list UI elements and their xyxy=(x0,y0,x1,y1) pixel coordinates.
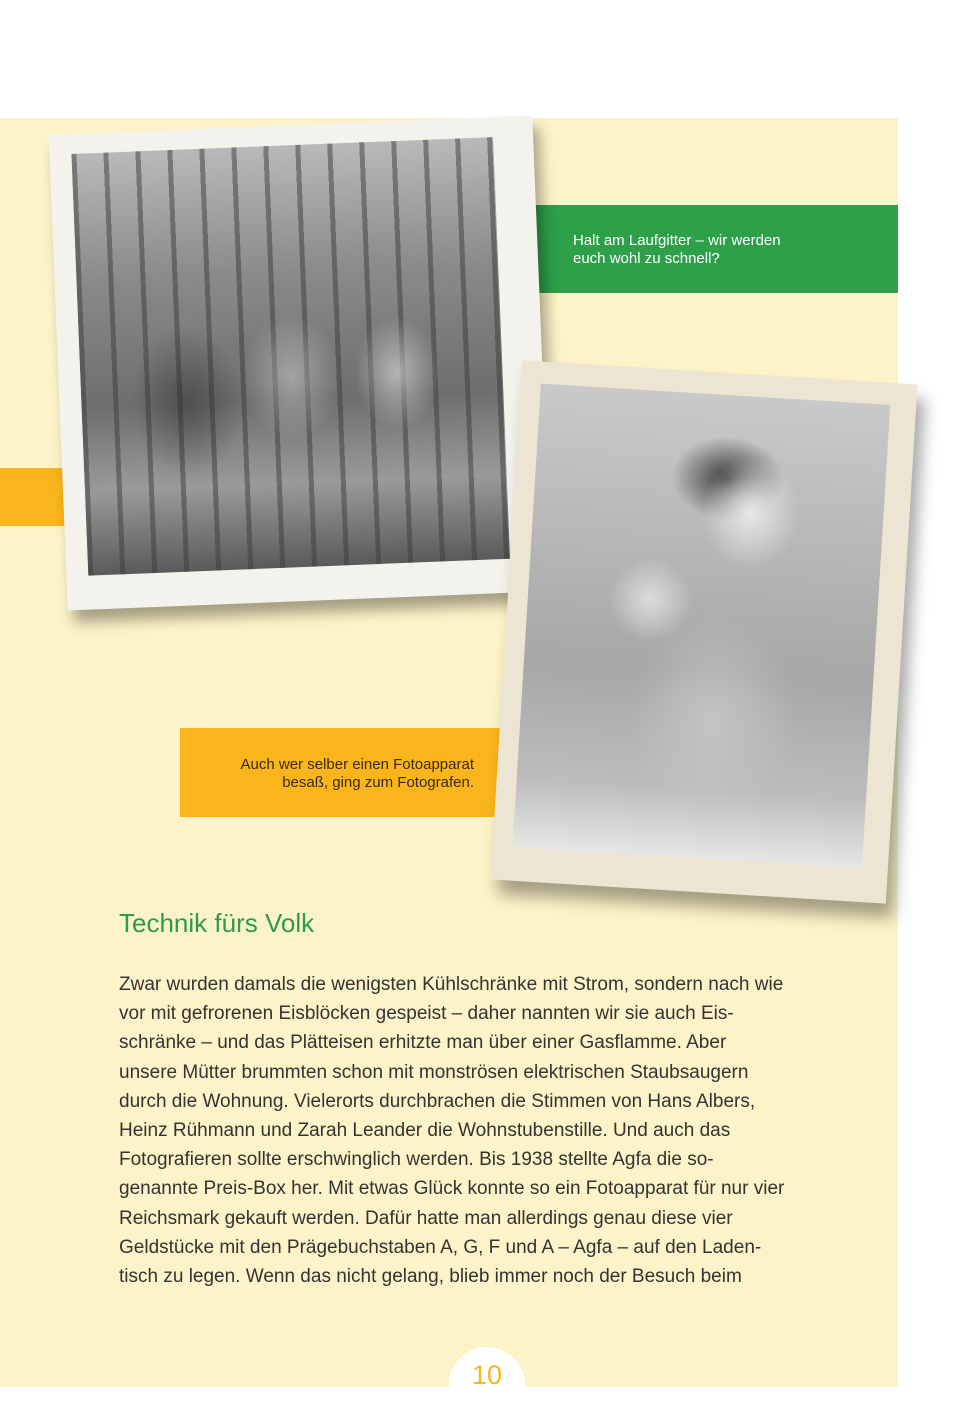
article-body xyxy=(119,970,879,1291)
text-line: durch die Wohnung. Vielerorts durchbrachen die Stimmen von Hans Albers, xyxy=(119,1090,756,1112)
text-line: Zwar wurden damals die wenigsten Kühlschränke mit Strom, sondern nach wie xyxy=(119,974,784,995)
text-line: tisch zu legen. Wenn das nicht gelang, blieb immer noch der Besuch beim xyxy=(119,1266,742,1288)
section-heading: Technik fürs Volk xyxy=(119,908,315,938)
caption-line: euch wohl zu schnell? xyxy=(573,250,720,267)
photo-image xyxy=(513,384,891,869)
text-line: Reichsmark gekauft werden. Dafür hatte man allerdings genau diese vier xyxy=(119,1207,733,1229)
text-line: Fotografieren sollte erschwinglich werden. Bis 1938 stellte Agfa die so- xyxy=(119,1149,714,1171)
caption-yellow xyxy=(180,728,500,817)
photo-two-girls xyxy=(490,360,917,903)
caption-line: Halt am Laufgitter – wir werden xyxy=(573,232,781,249)
caption-green xyxy=(520,205,898,293)
text-line: Heinz Rühmann und Zarah Leander die Wohnstubenstille. Und auch das xyxy=(119,1120,731,1142)
page-number: 10 xyxy=(449,1347,525,1407)
photo-image xyxy=(71,137,510,576)
text-line: genannte Preis-Box her. Mit etwas Glück konnte so ein Fotoapparat für nur vier xyxy=(119,1178,785,1200)
text-line: Geldstücke mit den Prägebuchstaben A, G, F und A – Agfa – auf den Laden- xyxy=(119,1236,762,1258)
side-tab-marker xyxy=(0,468,72,526)
text-line: vor mit gefrorenen Eisblöcken gespeist – daher nannten wir sie auch Eis- xyxy=(119,1003,734,1025)
text-line: unsere Mütter brummten schon mit monströsen elektrischen Staubsaugern xyxy=(119,1061,749,1083)
caption-line: Auch wer selber einen Fotoapparat xyxy=(240,756,474,773)
photo-children-playpen xyxy=(49,115,552,610)
text-line: schränke – und das Plätteisen erhitzte man über einer Gasflamme. Aber xyxy=(119,1032,727,1054)
caption-line: besaß, ging zum Fotografen. xyxy=(282,774,474,791)
